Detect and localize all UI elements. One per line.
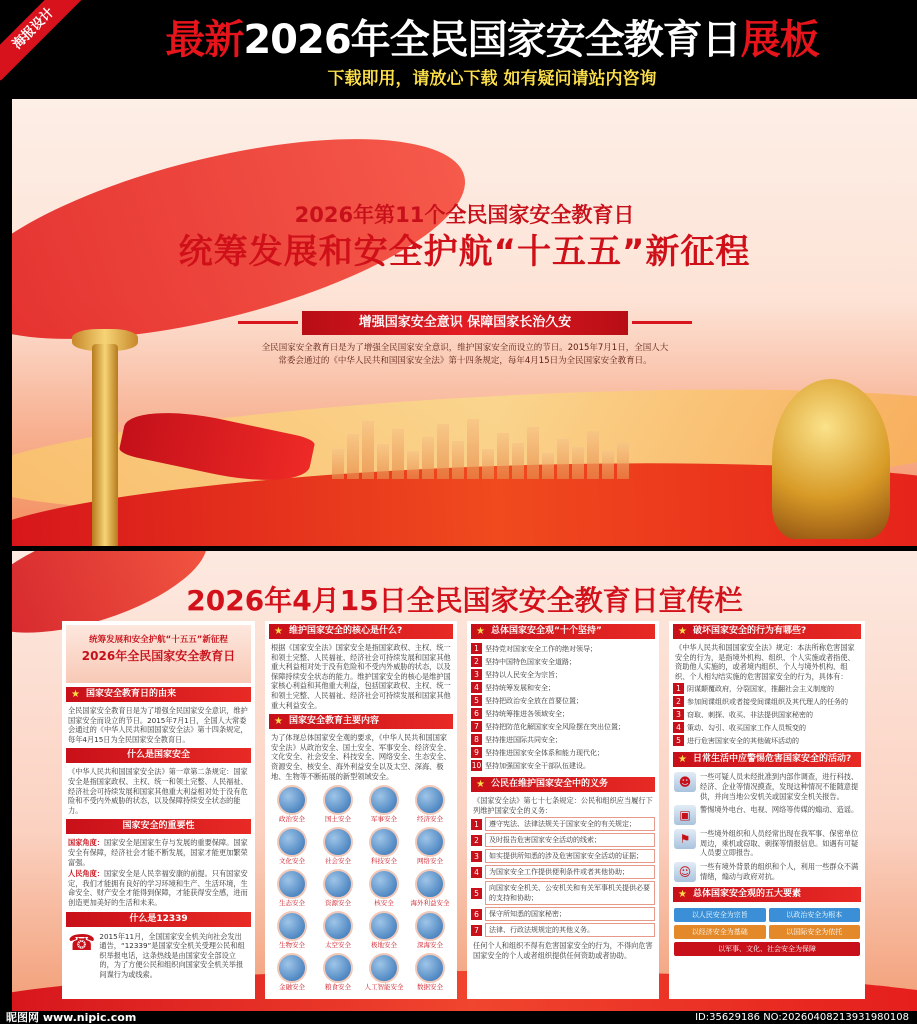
list-text: 参加间谍组织或者接受间谍组织及其代理人的任务的 xyxy=(687,697,848,706)
domain-item xyxy=(316,785,360,824)
domain-label: 核安全 xyxy=(374,899,394,908)
domain-label: 社会安全 xyxy=(325,857,351,866)
domain-label: 生态安全 xyxy=(279,899,305,908)
list-text: 坚持统筹发展和安全； xyxy=(485,683,555,692)
huabiao-pillar-graphic xyxy=(92,344,118,546)
tv-broadcast-icon: ▣ xyxy=(674,805,696,825)
polar-icon xyxy=(369,911,399,941)
resource-icon xyxy=(323,869,353,899)
section-header xyxy=(269,714,453,729)
ai-icon xyxy=(369,953,399,983)
element-pill: 以军事、文化、社会安全为保障 xyxy=(674,942,860,956)
domain-item xyxy=(270,869,314,908)
section-header xyxy=(673,887,861,902)
list-number: 7 xyxy=(471,925,482,936)
list-number: 1 xyxy=(673,683,684,694)
vigilance-text: 一些有境外背景的组织和个人，利用一些群众不满情绪，煽动与政府对抗。 xyxy=(700,861,859,881)
person-survey-icon: ☻ xyxy=(674,772,696,792)
hotline-row xyxy=(62,930,255,982)
list-item xyxy=(471,682,655,693)
list-item xyxy=(673,696,861,707)
board-column-1 xyxy=(62,621,255,999)
vigilance-item xyxy=(669,770,865,803)
grain-icon xyxy=(323,953,353,983)
element-pill: 以经济安全为基础 xyxy=(674,925,766,939)
display-board-preview-2 xyxy=(12,551,917,1011)
list-text: 坚持把防范化解国家安全风险摆在突出位置； xyxy=(485,722,625,731)
list-item xyxy=(471,656,655,667)
text-label: 国家角度： xyxy=(68,838,104,848)
domain-label: 海外利益安全 xyxy=(410,899,450,908)
section-header xyxy=(66,687,251,702)
finance-icon xyxy=(277,953,307,983)
list-number: 3 xyxy=(673,709,684,720)
section-text: 为了体现总体国家安全观的要求，《中华人民共和国国家安全法》从政治安全、国土安全、军事安全、经济安全、文化安全、社会安全、科技安全、网络安全、生态安全、资源安全、核安全、海外利益安全以及太空、深海、极地、生物等不断拓展的新型领域安全。 xyxy=(271,733,451,781)
domain-item xyxy=(362,785,406,824)
domain-item xyxy=(316,869,360,908)
domain-item xyxy=(316,953,360,992)
list-item xyxy=(471,817,655,831)
list-item xyxy=(673,709,861,720)
list-text: 坚持以人民安全为宗旨； xyxy=(485,670,562,679)
section-title: 国家安全的重要性 xyxy=(122,821,195,832)
deep-sea-icon xyxy=(415,911,445,941)
star-icon: ★ xyxy=(678,626,687,637)
section-header xyxy=(66,819,251,834)
board-column-2 xyxy=(265,621,457,999)
list-number: 3 xyxy=(471,851,482,862)
main-title-highlight-1: 最新 xyxy=(165,17,244,63)
board-heading-small: 2026年第11个全民国家安全教育日 xyxy=(294,203,635,227)
list-text: 向国家安全机关、公安机关和有关军事机关提供必要的支持和协助； xyxy=(485,881,655,905)
watermark-footer xyxy=(0,1011,917,1024)
section-text: 2015年11月，全国国家安全机关向社会发出通告，“12339”是国家安全机关受理公民和组织举报电话，这条热线是由国家安全部设立的，为了方便公民和组织向国家安全机关举报间谍行为或线索。 xyxy=(99,931,245,979)
list-item xyxy=(471,760,655,771)
section-header xyxy=(66,748,251,763)
domain-label: 军事安全 xyxy=(371,815,397,824)
banner-line-1: 统筹发展和安全护航“十五五”新征程 xyxy=(89,635,228,645)
domain-item xyxy=(270,953,314,992)
domain-item xyxy=(408,785,452,824)
section-title: 什么是国家安全 xyxy=(126,750,190,761)
domain-label: 金融安全 xyxy=(279,983,305,992)
list-text: 阴谋颠覆政府，分裂国家，推翻社会主义制度的 xyxy=(687,684,834,693)
list-item xyxy=(471,849,655,863)
ten-adherences-list xyxy=(467,642,659,774)
domain-item xyxy=(270,785,314,824)
nuclear-icon xyxy=(369,869,399,899)
ecology-icon xyxy=(277,869,307,899)
section-title: 日常生活中应警惕危害国家安全的活动? xyxy=(693,754,852,765)
domain-label: 国土安全 xyxy=(325,815,351,824)
element-pill: 以国际安全为依托 xyxy=(769,925,861,939)
star-icon: ★ xyxy=(274,626,283,637)
section-header xyxy=(269,624,453,639)
domain-label: 经济安全 xyxy=(417,815,443,824)
list-item xyxy=(471,907,655,921)
security-domain-grid xyxy=(265,782,457,995)
section-text: 《中华人民共和国国家安全法》规定：本法所称危害国家安全的行为，是指境外机构、组织、个人实施或者指使、资助他人实施的，或者境内组织、个人与境外机构、组织、个人相勾结实施的危害国家安全的行为，具体有： xyxy=(675,643,855,681)
star-icon: ★ xyxy=(71,689,80,700)
list-item xyxy=(471,747,655,758)
list-text: 为国家安全工作提供便利条件或者其他协助； xyxy=(485,865,655,879)
warning-flag-icon: ⚑ xyxy=(674,829,696,849)
star-icon: ★ xyxy=(476,779,485,790)
list-item xyxy=(471,833,655,847)
section-header xyxy=(673,624,861,639)
domain-label: 极地安全 xyxy=(371,941,397,950)
vigilance-item xyxy=(669,827,865,860)
list-item xyxy=(471,865,655,879)
top-header xyxy=(0,0,917,98)
harmful-acts-list xyxy=(669,682,865,749)
list-number: 6 xyxy=(471,909,482,920)
list-text: 坚持推进国际共同安全； xyxy=(485,735,562,744)
domain-item xyxy=(316,827,360,866)
section-title: 破坏国家安全的行为有哪些? xyxy=(693,626,807,636)
section-text xyxy=(62,868,255,908)
list-item xyxy=(673,683,861,694)
list-number: 7 xyxy=(471,721,482,732)
list-text: 坚持统筹推进各领域安全； xyxy=(485,709,569,718)
domain-label: 政治安全 xyxy=(279,815,305,824)
list-number: 2 xyxy=(673,696,684,707)
list-number: 1 xyxy=(471,819,482,830)
banner-line-2: 2026年全民国家安全教育日 xyxy=(81,649,236,663)
domain-item xyxy=(408,911,452,950)
vigilance-item xyxy=(669,860,865,884)
list-text: 进行危害国家安全的其他破坏活动的 xyxy=(687,736,799,745)
list-item xyxy=(673,735,861,746)
corner-tag: 海报设计 xyxy=(0,0,86,81)
section-title: 总体国家安全观“十个坚持” xyxy=(491,626,602,636)
technology-icon xyxy=(369,827,399,857)
site-watermark: 昵图网 www.nipic.com xyxy=(6,1011,137,1024)
list-number: 9 xyxy=(471,747,482,758)
domain-label: 文化安全 xyxy=(279,857,305,866)
board-intro-text: 全民国家安全教育日是为了增强全民国家安全意识，维护国家安全而设立的节日。2015年7月1日，全国人大常委会通过的《中华人民共和国国家安全法》第十四条规定，每年4月15日为全民国家安全教育日。 xyxy=(261,343,669,366)
list-item xyxy=(471,734,655,745)
five-elements-grid xyxy=(669,905,865,959)
display-board-preview-1 xyxy=(12,99,917,546)
territory-landscape-icon xyxy=(323,785,353,815)
domain-item xyxy=(270,827,314,866)
list-number: 8 xyxy=(471,734,482,745)
city-skyline-graphic xyxy=(332,419,652,479)
list-number: 3 xyxy=(471,669,482,680)
list-text: 坚持把政治安全放在首要位置； xyxy=(485,696,583,705)
list-text: 窃取、刺探、收买、非法提供国家秘密的 xyxy=(687,710,813,719)
section-text: 《国家安全法》第七十七条规定：公民和组织应当履行下列维护国家安全的义务： xyxy=(473,796,653,815)
list-text: 如实提供所知悉的涉及危害国家安全活动的证据； xyxy=(485,849,655,863)
domain-item xyxy=(316,911,360,950)
government-building-icon xyxy=(277,785,307,815)
section-text xyxy=(62,837,255,868)
list-number: 2 xyxy=(471,835,482,846)
text-body: 国家安全是国家生存与发展的重要保障。国家安全有保障，经济社会才能不断发展，国家才能更加繁荣富强。 xyxy=(68,838,248,867)
section-header xyxy=(673,752,861,767)
list-text: 策动、勾引、收买国家工作人员叛变的 xyxy=(687,723,806,732)
list-item xyxy=(471,695,655,706)
domain-item xyxy=(270,911,314,950)
board-ribbon-slogan: 增强国家安全意识 保障国家长治久安 xyxy=(302,311,628,335)
network-icon xyxy=(415,827,445,857)
biology-icon xyxy=(277,911,307,941)
star-icon: ★ xyxy=(476,626,485,637)
section-text: 《中华人民共和国国家安全法》第一章第二条规定：国家安全是指国家政权、主权、统一和领土完整、人民福祉、经济社会可持续发展和国家其他重大利益相对处于没有危险和不受内外威胁的状态，以及保障持续安全状态的能力。 xyxy=(68,767,248,815)
list-text: 遵守宪法、法律法规关于国家安全的有关规定； xyxy=(485,817,655,831)
list-text: 坚持党对国家安全工作的绝对领导； xyxy=(485,644,597,653)
golden-lion-statue-graphic xyxy=(772,379,890,539)
section-text: 根据《国家安全法》国家安全是指国家政权、主权、统一和领土完整、人民福祉、经济社会可持续发展和国家其他重大利益相对处于没有危险和不受内外威胁的状态，以及保障持续安全状态的能力。维护国家安全的核心是维护国家核心利益和其他重大利益，包括国家政权、主权、统一和领土完整、人民福祉、经济社会可持续发展和国家其他重大利益安全。 xyxy=(271,643,451,710)
space-icon xyxy=(323,911,353,941)
image-id-watermark: ID:35629186 NO:20260408213931980108 xyxy=(695,1012,909,1023)
list-item xyxy=(471,881,655,905)
list-item xyxy=(673,722,861,733)
text-label: 人民角度： xyxy=(68,869,104,879)
list-number: 10 xyxy=(471,761,482,770)
column-banner xyxy=(66,625,251,683)
section-title: 国家安全教育主要内容 xyxy=(289,716,380,727)
list-text: 及时报告危害国家安全活动的线索； xyxy=(485,833,655,847)
domain-item xyxy=(408,827,452,866)
domain-item xyxy=(362,827,406,866)
phone-icon: ☎ xyxy=(68,930,96,956)
section-title: 总体国家安全观的五大要素 xyxy=(693,888,802,899)
culture-icon xyxy=(277,827,307,857)
domain-item xyxy=(408,953,452,992)
list-number: 5 xyxy=(471,888,482,899)
domain-item xyxy=(362,911,406,950)
section-title: 公民在维护国家安全中的义务 xyxy=(491,779,609,789)
star-icon: ★ xyxy=(274,716,283,728)
section-text: 任何个人和组织不得有危害国家安全的行为，不得向危害国家安全的个人或者组织提供任何资助或者协助。 xyxy=(473,941,653,960)
domain-item xyxy=(408,869,452,908)
domain-item xyxy=(362,953,406,992)
list-text: 保守所知悉的国家秘密； xyxy=(485,907,655,921)
list-text: 坚持推进国家安全体系和能力现代化； xyxy=(485,748,604,757)
list-item xyxy=(471,721,655,732)
domain-label: 人工智能安全 xyxy=(364,983,404,992)
military-icon xyxy=(369,785,399,815)
domain-label: 网络安全 xyxy=(417,857,443,866)
list-text: 坚持中国特色国家安全道路； xyxy=(485,657,576,666)
list-number: 5 xyxy=(673,735,684,746)
list-number: 4 xyxy=(471,682,482,693)
overseas-icon xyxy=(415,869,445,899)
section-text: 全民国家安全教育日是为了增强全民国家安全意识，维护国家安全而设立的节日。2015年7月1日，全国人大常委会通过的《中华人民共和国国家安全法》第十四条规定，每年4月15日为全民国家安全教育日。 xyxy=(68,706,248,744)
section-header xyxy=(66,912,251,927)
domain-label: 深海安全 xyxy=(417,941,443,950)
domain-label: 资源安全 xyxy=(325,899,351,908)
domain-item xyxy=(362,869,406,908)
element-pill: 以人民安全为宗旨 xyxy=(674,908,766,922)
board-column-4 xyxy=(669,621,865,999)
list-number: 4 xyxy=(673,722,684,733)
list-text: 法律、行政法规规定的其他义务。 xyxy=(485,923,655,937)
economy-icon xyxy=(415,785,445,815)
domain-label: 数据安全 xyxy=(417,983,443,992)
vigilance-text: 警惕境外电台、电视、网络等传媒的煽动、造谣。 xyxy=(700,805,859,815)
list-number: 4 xyxy=(471,867,482,878)
main-title-middle: 2026年全民国家安全教育日 xyxy=(243,17,741,63)
list-item xyxy=(471,708,655,719)
vigilance-list xyxy=(669,770,865,884)
text-body: 国家安全是人民幸福安康的前提。只有国家安定，我们才能拥有良好的学习环境和生产、生活环境，生命安全、财产安全才能得到保障，才能获得安全感，进而创造更加美好的生活和未来。 xyxy=(68,869,248,907)
ethnic-people-icon: ☺ xyxy=(674,862,696,882)
board2-title: 2026年4月15日全民国家安全教育日宣传栏 xyxy=(186,584,743,617)
main-title xyxy=(92,8,892,65)
domain-label: 生物安全 xyxy=(279,941,305,950)
domain-label: 科技安全 xyxy=(371,857,397,866)
domain-label: 太空安全 xyxy=(325,941,351,950)
vigilance-text: 一些可疑人员未经批准到内部作调查，进行科技、经济、企业等情况摸查，发现这种情况不能随意提供，并向当地公安机关或国家安全机关报告。 xyxy=(700,772,859,801)
list-item xyxy=(471,923,655,937)
list-number: 5 xyxy=(471,695,482,706)
society-icon xyxy=(323,827,353,857)
main-title-highlight-2: 展板 xyxy=(740,17,819,63)
star-icon: ★ xyxy=(678,754,687,766)
element-pill: 以政治安全为根本 xyxy=(769,908,861,922)
section-header xyxy=(471,624,655,639)
list-text: 坚持加强国家安全干部队伍建设。 xyxy=(485,761,590,770)
vigilance-item xyxy=(669,803,865,827)
data-icon xyxy=(415,953,445,983)
board-column-3 xyxy=(467,621,659,999)
list-number: 1 xyxy=(471,643,482,654)
section-title: 什么是12339 xyxy=(129,913,188,924)
list-number: 2 xyxy=(471,656,482,667)
list-number: 6 xyxy=(471,708,482,719)
board-heading-big: 统筹发展和安全护航“十五五”新征程 xyxy=(178,232,751,272)
domain-label: 粮食安全 xyxy=(325,983,351,992)
section-title: 国家安全教育日的由来 xyxy=(86,689,177,699)
citizen-duties-list xyxy=(467,816,659,940)
list-item xyxy=(471,669,655,680)
vigilance-text: 一些境外组织和人员经常出现在我军事、保密单位周边，乘机或窃取、刺探等情报信息。如遇有可疑人员要立即报告。 xyxy=(700,829,859,858)
star-icon: ★ xyxy=(678,888,687,900)
section-title: 维护国家安全的核心是什么? xyxy=(289,626,403,636)
list-item xyxy=(471,643,655,654)
sub-title: 下载即用，请放心下载 如有疑问请站内咨询 xyxy=(327,69,657,89)
section-header xyxy=(471,777,655,792)
